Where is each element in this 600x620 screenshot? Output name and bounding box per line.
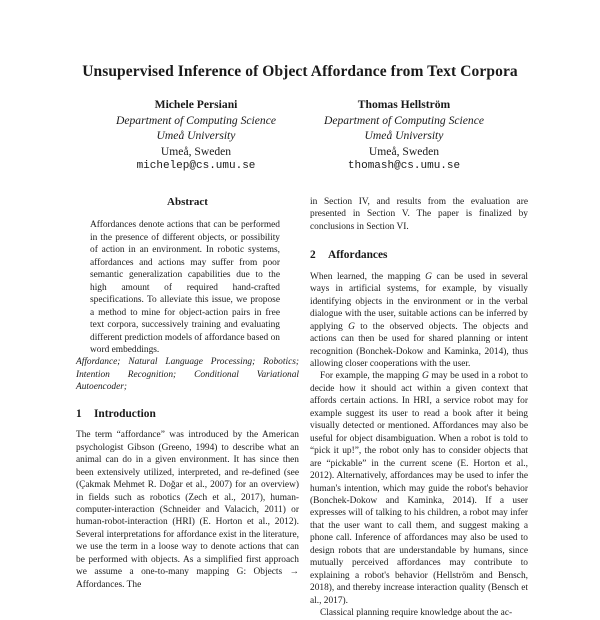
math-variable: G (425, 271, 432, 282)
author-name: Michele Persiani (154, 98, 238, 111)
keywords: Affordance; Natural Language Processing; Robotics; Intention Recognition; Conditional Variational Autoencoder; (76, 357, 299, 393)
text-run: can be used in several ways in artificial systems, for example, by visually identifying objects in the environment or in the verbal dialogue with the user, suitable actions can be inferred by applying (310, 271, 528, 332)
section-number: 1 (76, 407, 82, 420)
abstract-heading: Abstract (167, 196, 208, 208)
affordances-paragraph-2 (310, 370, 528, 607)
text-run: For example, the mapping (320, 371, 422, 382)
abstract-text: Affordances denote actions that can be performed in the presence of different objects, or possibility of action in an environment. In robotic systems, affordances and actions may suffer from poor semantic generalization capabilities due to the high amount of required hand-crafted specifications. To alleviate this issue, we propose a method to mine for object-action pairs in free text corpora, successively training and evaluating different prediction models of affordance based on word embeddings. (90, 220, 280, 355)
author-university: Umeå University (364, 129, 444, 142)
section-heading-affordances (310, 249, 528, 261)
introduction-paragraph: The term “affordance” was introduced by the American psychologist Gibson (Greeno, 1994) to describe what an animal can do in a given environment. It has since then been extensively utilized, interpreted, and re-defined (see (Çakmak Mehmet R. Doğar et al., 2007) for an overview) in fields such as robotics (Zech et al., 2017), human-computer-interaction (Schneider and Valacich, 2011) or human-robot-interaction (HRI) (E. Horton et al., 2012). Several interpretations for affordance exist in the literature, we use the term in a loose way to denote actions that can be performed with objects. As a simplified first approach we assume a one-to-many mapping G: Objects → Affordances. The (76, 430, 299, 590)
section-title: Introduction (94, 407, 156, 420)
author-block-2 (284, 97, 524, 175)
author-location: Umeå, Sweden (368, 144, 440, 158)
text-run: may be used in a robot to decide how it should act within a given context that affords certain actions. In HRI, a service robot may for example suggest its user to read a book after it being visually detected or mentioned. Affordances may also be useful for object disambiguation. When a robot is told to “pick it up!”, the robot only has to consider objects that are “pickable” in the current scene (E. Horton et al., 2012). Alternatively, affordances may be used to infer the human's intention, which may guide the robot's behavior (Bonchek-Dokow and Kaminka, 2014). If a user expresses will of talking to his children, a robot may infer that the user want to call them, and suggest making a phone call. Inference of affordances may also be used to design robots that are understandable by humans, since mutually perceived affordances may contribute to explaining a robot's behavior (Hellström and Bensch, 2018), and thereby increase interaction quality (Bensch et al., 2017). (310, 371, 528, 606)
text-run: to the observed objects. The objects and actions can then be used for shared planning or intent recognition (Bonchek-Dokow and Kaminka, 2014), thus allowing closer cooperations with the user. (310, 321, 529, 369)
author-email[interactable]: michelep@cs.umu.se (136, 160, 256, 172)
author-name: Thomas Hellström (357, 98, 451, 111)
text-run: When learned, the mapping (310, 271, 426, 282)
math-variable: G (348, 321, 355, 332)
author-university: Umeå University (156, 129, 236, 142)
paper-title: Unsupervised Inference of Object Affordance from Text Corpora (82, 63, 518, 80)
affordances-paragraph-3: Classical planning require knowledge about the ac- (320, 608, 513, 619)
left-column (76, 196, 299, 591)
section-heading-introduction (76, 408, 299, 420)
section-title: Affordances (328, 249, 388, 262)
section-overview-paragraph: in Section IV, and results from the evaluation are presented in Section V. The paper is finalized by conclusions in Section VI. (310, 197, 528, 232)
affordances-paragraph-1 (310, 271, 528, 371)
author-email[interactable]: thomash@cs.umu.se (347, 160, 461, 172)
math-variable: G (421, 371, 429, 382)
section-number: 2 (310, 249, 316, 262)
author-block-1 (76, 97, 316, 175)
author-department: Department of Computing Science (115, 113, 277, 127)
right-column (310, 196, 528, 620)
author-location: Umeå, Sweden (160, 144, 232, 158)
author-department: Department of Computing Science (323, 113, 485, 127)
